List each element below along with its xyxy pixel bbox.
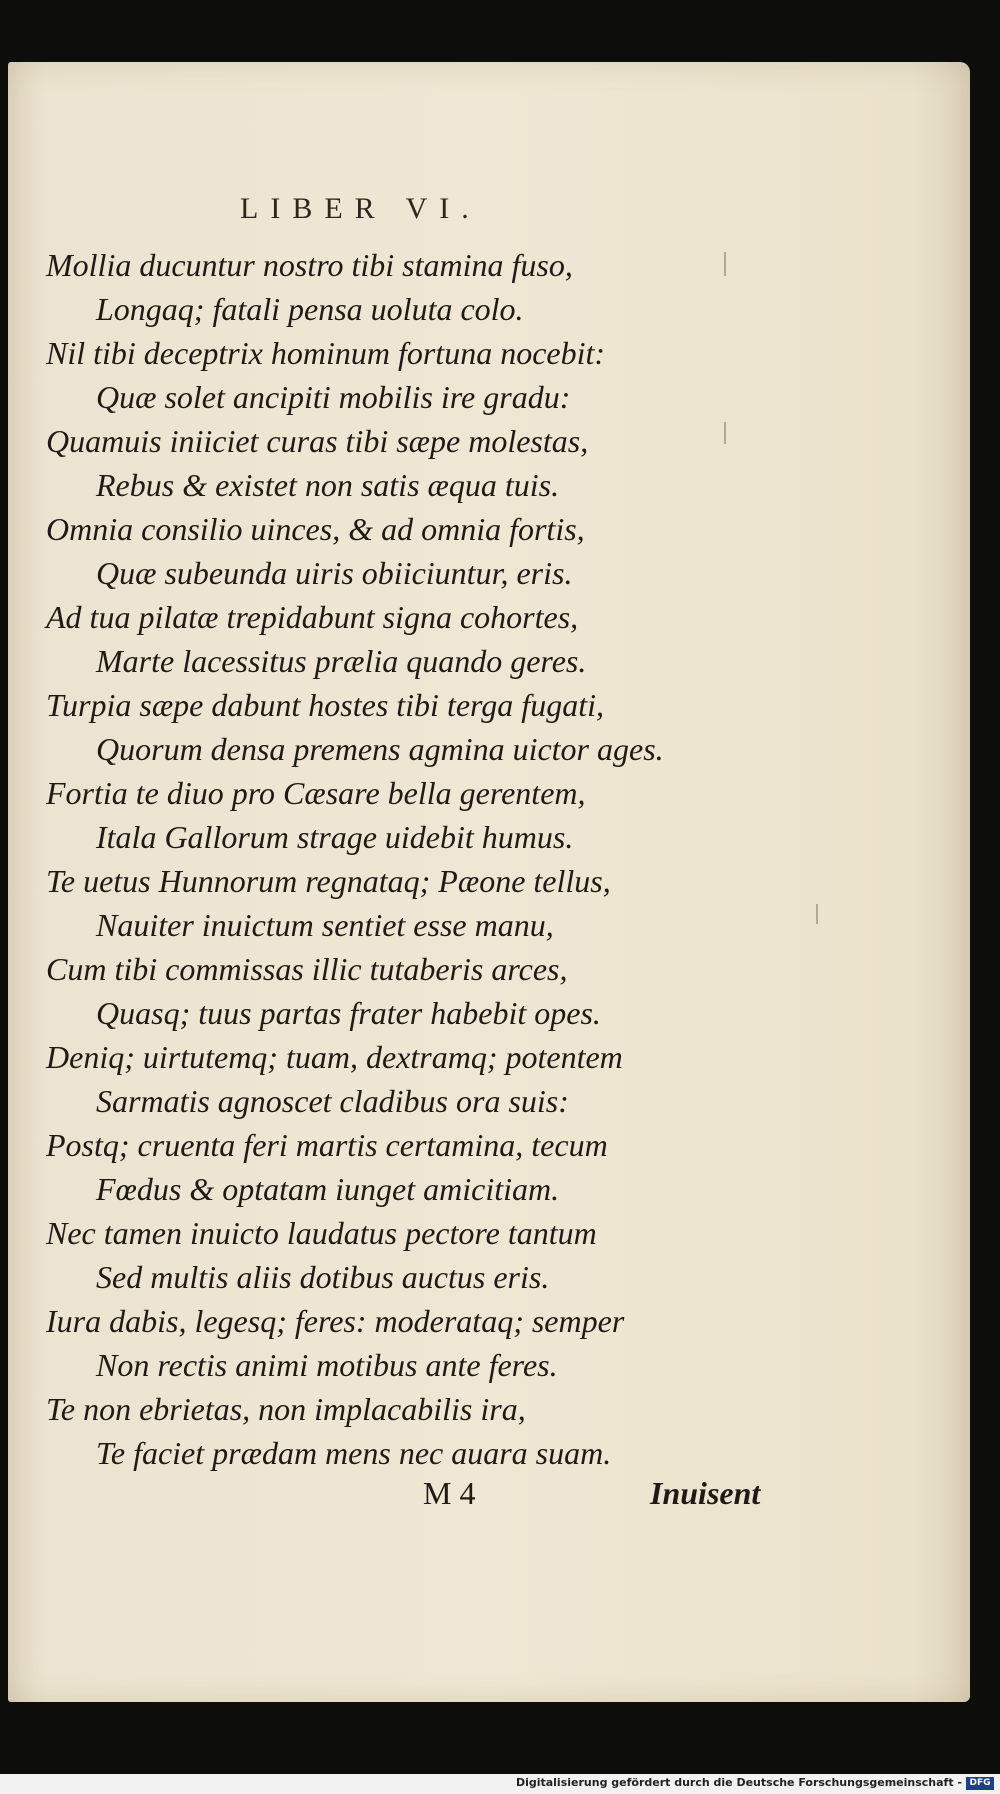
verse-line-indented: Fœdus & optatam iunget amicitiam. — [96, 1171, 560, 1207]
verse-line: Nil tibi deceptrix hominum fortuna nocebit: — [46, 335, 606, 371]
digitization-footer — [0, 1774, 1000, 1794]
verse-line: Iura dabis, legesq; feres: moderataq; semper — [46, 1303, 625, 1339]
verse-line: Mollia ducuntur nostro tibi stamina fuso, — [46, 247, 573, 283]
page-text-block — [8, 62, 970, 1702]
dfg-logo: DFG — [966, 1777, 994, 1790]
verse-line: Nec tamen inuicto laudatus pectore tantum — [46, 1215, 597, 1251]
verse-line: Postq; cruenta feri martis certamina, tecum — [46, 1127, 608, 1163]
verse-line-indented: Rebus & existet non satis æqua tuis. — [96, 467, 560, 503]
verse-line: Fortia te diuo pro Cæsare bella gerentem, — [46, 775, 586, 811]
verse-line-indented: Sed multis aliis dotibus auctus eris. — [96, 1259, 550, 1295]
verse-line-indented: Te faciet prædam mens nec auara suam. — [96, 1435, 612, 1471]
verse-line: Quamuis iniiciet curas tibi sæpe molestas, — [46, 423, 589, 459]
verse-line-indented: Quorum densa premens agmina uictor ages. — [96, 731, 664, 767]
verse-line: Ad tua pilatæ trepidabunt signa cohortes, — [46, 599, 579, 635]
verse-line-indented: Quasq; tuus partas frater habebit opes. — [96, 995, 601, 1031]
verse-line-indented: Sarmatis agnoscet cladibus ora suis: — [96, 1083, 569, 1119]
catchword: Inuisent — [650, 1475, 761, 1511]
verse-line-indented: Non rectis animi motibus ante feres. — [96, 1347, 558, 1383]
verse-line: Turpia sæpe dabunt hostes tibi terga fugati, — [46, 687, 604, 723]
verse-line-indented: Quæ subeunda uiris obiiciuntur, eris. — [96, 555, 573, 591]
funding-credit: Digitalisierung gefördert durch die Deutsche Forschungsgemeinschaft - — [515, 1776, 962, 1789]
verse-line: Cum tibi commissas illic tutaberis arces, — [46, 951, 568, 987]
verse-line-indented: Marte lacessitus prælia quando geres. — [96, 643, 587, 679]
verse-line: Te uetus Hunnorum regnataq; Pæone tellus, — [46, 863, 611, 899]
book-page — [8, 62, 970, 1702]
verse-line: Omnia consilio uinces, & ad omnia fortis, — [46, 511, 585, 547]
signature-mark: M 4 — [423, 1475, 476, 1511]
verse-line: Te non ebrietas, non implacabilis ira, — [46, 1391, 526, 1427]
show-through-mark — [816, 904, 818, 924]
verse-line-indented: Quæ solet ancipiti mobilis ire gradu: — [96, 379, 571, 415]
verse-line: Deniq; uirtutemq; tuam, dextramq; potentem — [46, 1039, 623, 1075]
show-through-mark — [724, 252, 726, 276]
verse-line-indented: Nauiter inuictum sentiet esse manu, — [96, 907, 554, 943]
running-head: LIBER VI. — [240, 192, 481, 225]
verse-line-indented: Itala Gallorum strage uidebit humus. — [96, 819, 574, 855]
verse-line-indented: Longaq; fatali pensa uoluta colo. — [96, 291, 524, 327]
show-through-mark — [724, 422, 726, 444]
